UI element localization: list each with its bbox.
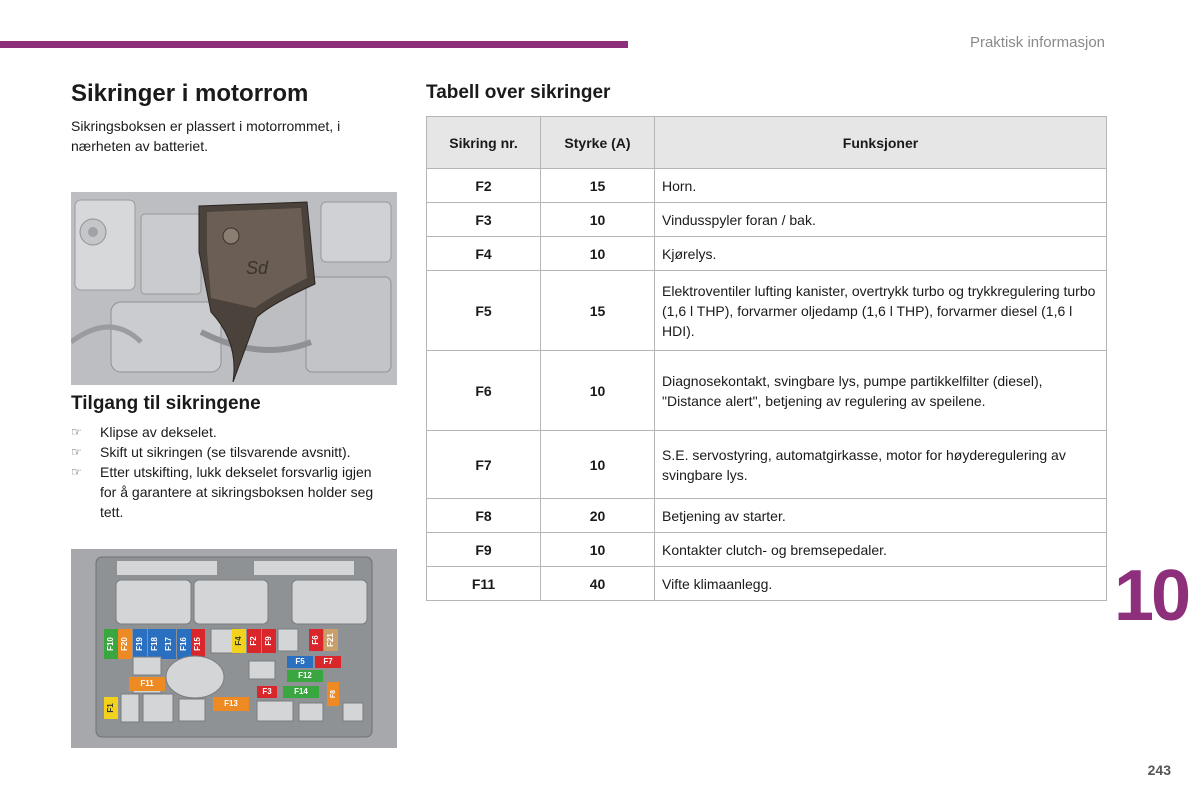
fusebox-layout (71, 549, 397, 748)
table-row (427, 203, 1107, 237)
table-row (427, 499, 1107, 533)
access-title: Tilgang til sikringene (71, 393, 261, 414)
fuse-number: F8 (427, 499, 541, 533)
table-title: Tabell over sikringer (426, 82, 611, 103)
fuse-label-f12: F12 (298, 671, 312, 681)
fuse-label-f3: F3 (262, 687, 272, 697)
fuse-number: F2 (427, 169, 541, 203)
fuse-label-f8: F8 (329, 689, 337, 699)
fuse-amperage: 15 (541, 169, 655, 203)
fuse-table (426, 116, 1107, 601)
fuse-label-f9: F9 (264, 636, 274, 646)
engine-bay-illustration (71, 192, 397, 385)
fuse-number: F11 (427, 567, 541, 601)
fuse-number: F4 (427, 237, 541, 271)
access-steps (71, 422, 381, 522)
table-row (427, 533, 1107, 567)
fuse-label-f15: F15 (193, 637, 203, 651)
fuse-amperage: 20 (541, 499, 655, 533)
fusebox-diagram (71, 549, 397, 748)
fuse-label-f11: F11 (140, 679, 154, 689)
fuse-label-f13: F13 (224, 699, 238, 709)
fuse-label-f10: F10 (106, 637, 116, 651)
column-header-functions: Funksjoner (655, 117, 1107, 169)
list-item: ☞ Klipse av dekselet. (71, 424, 217, 440)
table-row (427, 237, 1107, 271)
fuse-label-f18: F18 (150, 637, 160, 651)
fuse-label-f4: F4 (234, 636, 244, 646)
fuse-label-f21: F21 (326, 633, 336, 647)
table-row (427, 271, 1107, 351)
fuse-number: F9 (427, 533, 541, 567)
fuse-function: Vindusspyler foran / bak. (655, 203, 1107, 237)
fuse-function: Diagnosekontakt, svingbare lys, pumpe partikkelfilter (diesel), "Distance alert", betjening av regulering av speilene. (655, 351, 1107, 431)
fuse-function: S.E. servostyring, automatgirkasse, motor for høyderegulering av svingbare lys. (655, 431, 1107, 499)
fuse-function: Kjørelys. (655, 237, 1107, 271)
fuse-number: F6 (427, 351, 541, 431)
fuse-cover-logo: Sd (246, 258, 269, 278)
table-row (427, 169, 1107, 203)
section-header: Praktisk informasjon (969, 34, 1105, 51)
table-row (427, 431, 1107, 499)
fuse-amperage: 15 (541, 271, 655, 351)
fuse-label-f2: F2 (249, 636, 259, 646)
pointing-hand-icon: ☞ (71, 445, 82, 459)
fuse-amperage: 40 (541, 567, 655, 601)
top-accent-bar (0, 41, 628, 48)
fuse-number: F5 (427, 271, 541, 351)
fuse-amperage: 10 (541, 533, 655, 567)
list-item: ☞ Skift ut sikringen (se tilsvarende avsnitt). (71, 444, 351, 460)
page-title: Sikringer i motorrom (71, 80, 309, 107)
chapter-number: 10 (1114, 556, 1189, 636)
fuse-function: Betjening av starter. (655, 499, 1107, 533)
fuse-label-f19: F19 (135, 637, 145, 651)
engine-bay-photo (71, 192, 397, 385)
fuse-number: F3 (427, 203, 541, 237)
fuse-label-f16: F16 (179, 637, 189, 651)
fuse-amperage: 10 (541, 351, 655, 431)
column-header-fuse: Sikring nr. (427, 117, 541, 169)
table-header-row (427, 117, 1107, 169)
fuse-label-f1: F1 (106, 703, 116, 713)
fuse-amperage: 10 (541, 203, 655, 237)
intro-text: Sikringsboksen er plassert i motorrommet, i nærheten av batteriet. (71, 118, 341, 154)
fuse-label-f6: F6 (311, 635, 321, 645)
fuse-label-f7: F7 (323, 657, 333, 667)
table-row (427, 351, 1107, 431)
pointing-hand-icon: ☞ (71, 465, 82, 479)
fuse-amperage: 10 (541, 237, 655, 271)
page-number: 243 (1147, 762, 1171, 778)
pointing-hand-icon: ☞ (71, 425, 82, 439)
fuse-label-f17: F17 (164, 637, 174, 651)
table-row (427, 567, 1107, 601)
fuse-number: F7 (427, 431, 541, 499)
fuse-function: Horn. (655, 169, 1107, 203)
fuse-label-f14: F14 (294, 687, 308, 697)
fuse-label-f5: F5 (295, 657, 305, 667)
fuse-label-f20: F20 (120, 637, 130, 651)
fuse-amperage: 10 (541, 431, 655, 499)
column-header-amps: Styrke (A) (541, 117, 655, 169)
list-item: ☞ Etter utskifting, lukk dekselet forsvarlig igjen for å garantere at sikringsboksen holder seg tett. (71, 464, 374, 520)
fuse-function: Elektroventiler lufting kanister, overtrykk turbo og trykkregulering turbo (1,6 l THP), forvarmer oljedamp (1,6 l THP), forvarmer diesel (1,6 l HDI). (655, 271, 1107, 351)
fuse-function: Vifte klimaanlegg. (655, 567, 1107, 601)
fuse-function: Kontakter clutch- og bremsepedaler. (655, 533, 1107, 567)
